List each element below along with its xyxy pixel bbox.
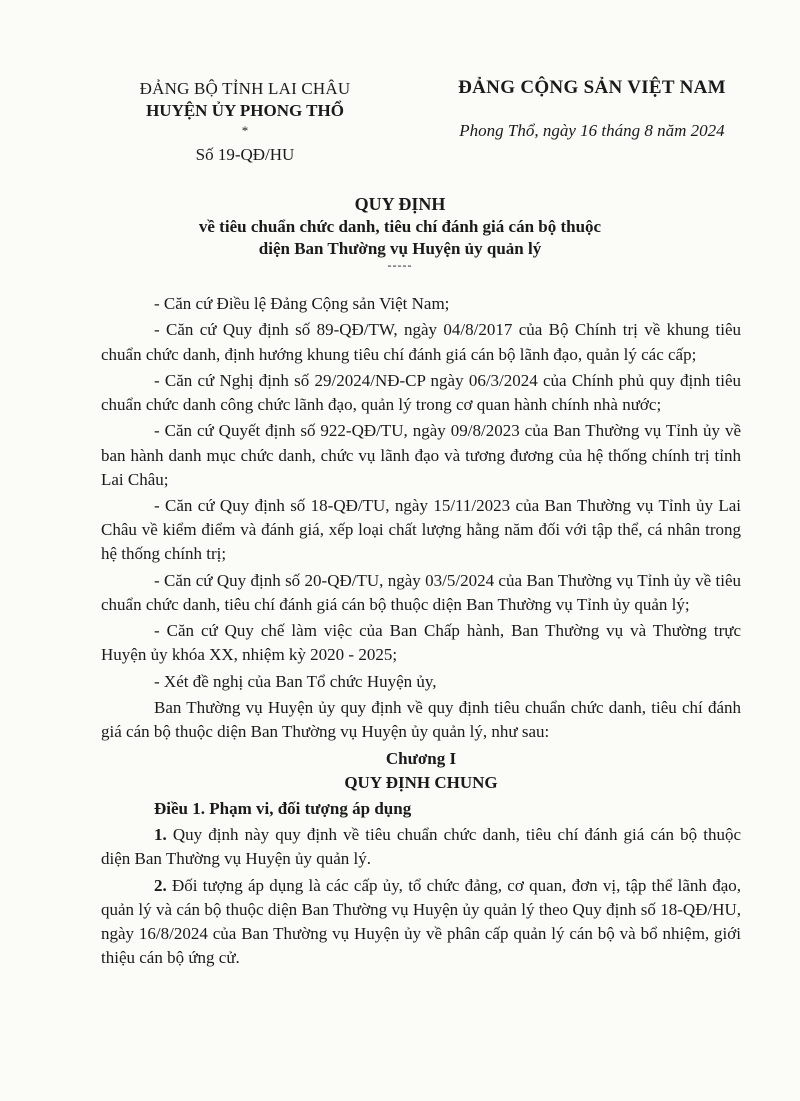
article-heading: Điều 1. Phạm vi, đối tượng áp dụng xyxy=(154,798,412,818)
enacting-clause: Ban Thường vụ Huyện ủy quy định về quy định tiêu chuẩn chức danh, tiêu chí đánh giá cán bộ thuộc diện Ban Thường vụ Huyện ủy quản lý, như sau: xyxy=(101,698,741,742)
article-clause xyxy=(101,874,741,971)
preamble-item: - Căn cứ Quy định số 20-QĐ/TU, ngày 03/5/2024 của Ban Thường vụ Tỉnh ủy về tiêu chuẩn chức danh, tiêu chí đánh giá cán bộ thuộc diện Ban Thường vụ Tỉnh ủy quản lý; xyxy=(101,570,741,614)
document-type: QUY ĐỊNH xyxy=(354,194,446,214)
star-mark: * xyxy=(241,123,249,138)
subject-line-2: diện Ban Thường vụ Huyện ủy quản lý xyxy=(258,239,542,258)
preamble-item: - Xét đề nghị của Ban Tổ chức Huyện ủy, xyxy=(154,671,437,691)
place-date: Phong Thổ, ngày 16 tháng 8 năm 2024 xyxy=(459,121,725,140)
document-body xyxy=(101,292,741,973)
clause-number: 1. xyxy=(154,825,167,845)
issuing-organization xyxy=(130,78,360,166)
preamble-item: - Căn cứ Quyết định số 922-QĐ/TU, ngày 09/8/2023 của Ban Thường vụ Tỉnh ủy về ban hành danh mục chức danh, chức vụ lãnh đạo và tương đương của hệ thống chính trị tỉnh Lai Châu; xyxy=(101,421,741,489)
preamble-item: - Căn cứ Quy định số 89-QĐ/TW, ngày 04/8/2017 của Bộ Chính trị về khung tiêu chuẩn chức danh, định hướng khung tiêu chí đánh giá cán bộ lãnh đạo, quản lý các cấp; xyxy=(101,320,741,364)
title-separator: ----- xyxy=(387,258,413,272)
preamble-item: - Căn cứ Quy định số 18-QĐ/TU, ngày 15/11/2023 của Ban Thường vụ Tỉnh ủy Lai Châu về kiểm điểm và đánh giá, xếp loại chất lượng hằng năm đối với tập thể, cá nhân trong hệ thống chính trị; xyxy=(101,496,741,564)
party-name: ĐẢNG CỘNG SẢN VIỆT NAM xyxy=(458,77,726,98)
subject-line-1: về tiêu chuẩn chức danh, tiêu chí đánh giá cán bộ thuộc xyxy=(198,217,602,236)
preamble-item: - Căn cứ Nghị định số 29/2024/NĐ-CP ngày 06/3/2024 của Chính phủ quy định tiêu chuẩn chức danh công chức lãnh đạo, quản lý trong cơ quan hành chính nhà nước; xyxy=(101,370,741,414)
org-line-2: HUYỆN ỦY PHONG THỔ xyxy=(146,101,344,120)
chapter-name: QUY ĐỊNH CHUNG xyxy=(344,772,498,792)
org-line-1: ĐẢNG BỘ TỈNH LAI CHÂU xyxy=(139,79,351,98)
document-number: Số 19-QĐ/HU xyxy=(195,145,295,164)
preamble-item: - Căn cứ Quy chế làm việc của Ban Chấp hành, Ban Thường vụ và Thường trực Huyện ủy khóa XX, nhiệm kỳ 2020 - 2025; xyxy=(101,621,741,665)
clause-text: Quy định này quy định về tiêu chuẩn chức danh, tiêu chí đánh giá cán bộ thuộc diện Ban Thường vụ Huyện ủy quản lý. xyxy=(101,825,741,869)
document-title xyxy=(120,193,680,270)
clause-text: Đối tượng áp dụng là các cấp ủy, tổ chức đảng, cơ quan, đơn vị, tập thể lãnh đạo, quản lý và cán bộ thuộc diện Ban Thường vụ Huyện ủy quản lý theo Quy định số 18-QĐ/HU, ngày 16/8/2024 của Ban Thường vụ Huyện ủy về phân cấp quản lý cán bộ và bổ nhiệm, giới thiệu cán bộ ứng cử. xyxy=(101,875,741,968)
party-header xyxy=(432,76,752,142)
preamble-item: - Căn cứ Điều lệ Đảng Cộng sản Việt Nam; xyxy=(154,294,450,313)
article-clause xyxy=(101,823,741,871)
clause-number: 2. xyxy=(154,875,167,895)
chapter-number: Chương I xyxy=(385,748,457,768)
